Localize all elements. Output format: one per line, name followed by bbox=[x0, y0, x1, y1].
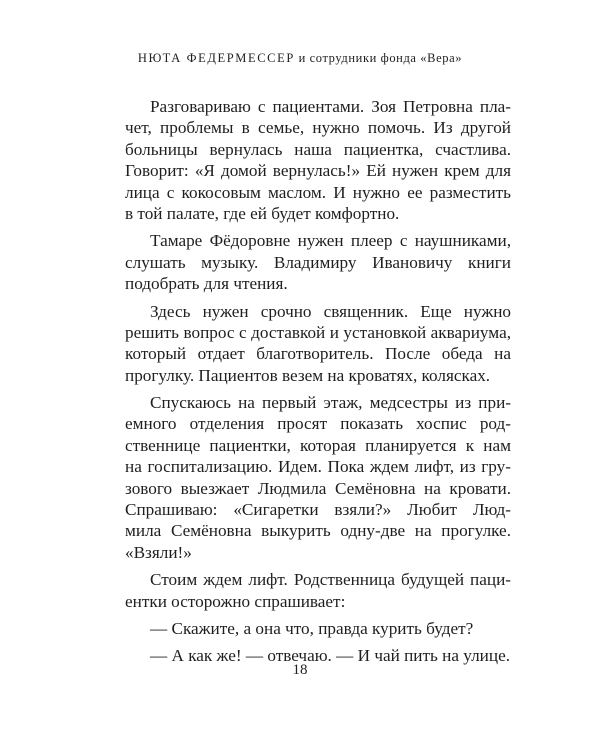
running-head-rest: и сотрудники фонда «Вера» bbox=[294, 51, 463, 65]
text-line: Спрашиваю: «Сигаретки взяли?» Любит Люд- bbox=[125, 500, 511, 520]
text-line: «Взяли!» bbox=[125, 542, 192, 562]
text-line: Говорит: «Я домой вернулась!» Ей нужен крем для bbox=[125, 161, 511, 181]
body-text bbox=[125, 96, 511, 667]
text-line: Разговариваю с пациентами. Зоя Петровна пла- bbox=[150, 97, 511, 116]
running-head bbox=[0, 51, 600, 66]
paragraph bbox=[125, 569, 511, 612]
text-line: подобрать для чтения. bbox=[125, 274, 288, 294]
text-line: Стоим ждем лифт. Родственница будущей паци- bbox=[150, 570, 511, 590]
text-line: в той палате, где ей будет комфортно. bbox=[125, 203, 400, 223]
dialogue-line bbox=[125, 618, 511, 639]
paragraph bbox=[125, 230, 511, 294]
text-line: емного отделения просят показать хоспис род- bbox=[125, 414, 511, 434]
text-line: зового выезжает Людмила Семёновна на кровати. bbox=[125, 478, 511, 498]
text-line: чет, проблемы в семье, нужно помочь. Из другой bbox=[125, 118, 511, 138]
text-line: Тамаре Фёдоровне нужен плеер с наушниками, bbox=[150, 231, 511, 251]
text-line: — Скажите, а она что, правда курить будет? bbox=[150, 618, 474, 638]
text-line: мила Семёновна выкурить одну-две на прогулке. bbox=[125, 521, 511, 541]
text-line: лица с кокосовым маслом. И нужно ее разместить bbox=[125, 182, 511, 202]
text-line: ентки осторожно спрашивает: bbox=[125, 591, 346, 611]
text-line: решить вопрос с доставкой и установкой аквариума, bbox=[125, 322, 511, 342]
page-number: 18 bbox=[292, 662, 308, 678]
running-head-author: НЮТА ФЕДЕРМЕССЕР bbox=[137, 51, 295, 65]
text-line: на госпитализацию. Идем. Пока ждем лифт, из гру- bbox=[125, 457, 511, 477]
text-line: прогулку. Пациентов везем на кроватях, колясках. bbox=[125, 365, 491, 385]
text-line: — А как же! — отвечаю. — И чай пить на улице. bbox=[150, 646, 511, 666]
paragraph bbox=[125, 96, 511, 224]
text-line: ственнице пациентки, которая планируется к нам bbox=[125, 435, 511, 455]
paragraph bbox=[125, 301, 511, 387]
text-line: который отдает благотворитель. После обеда на bbox=[125, 344, 511, 364]
text-line: больницы вернулась наша пациентка, счастлива. bbox=[125, 139, 511, 159]
text-line: слушать музыку. Владимиру Ивановичу книги bbox=[125, 252, 511, 272]
text-line: Спускаюсь на первый этаж, медсестры из при- bbox=[150, 393, 511, 413]
paragraph bbox=[125, 392, 511, 563]
text-line: Здесь нужен срочно священник. Еще нужно bbox=[150, 301, 511, 321]
